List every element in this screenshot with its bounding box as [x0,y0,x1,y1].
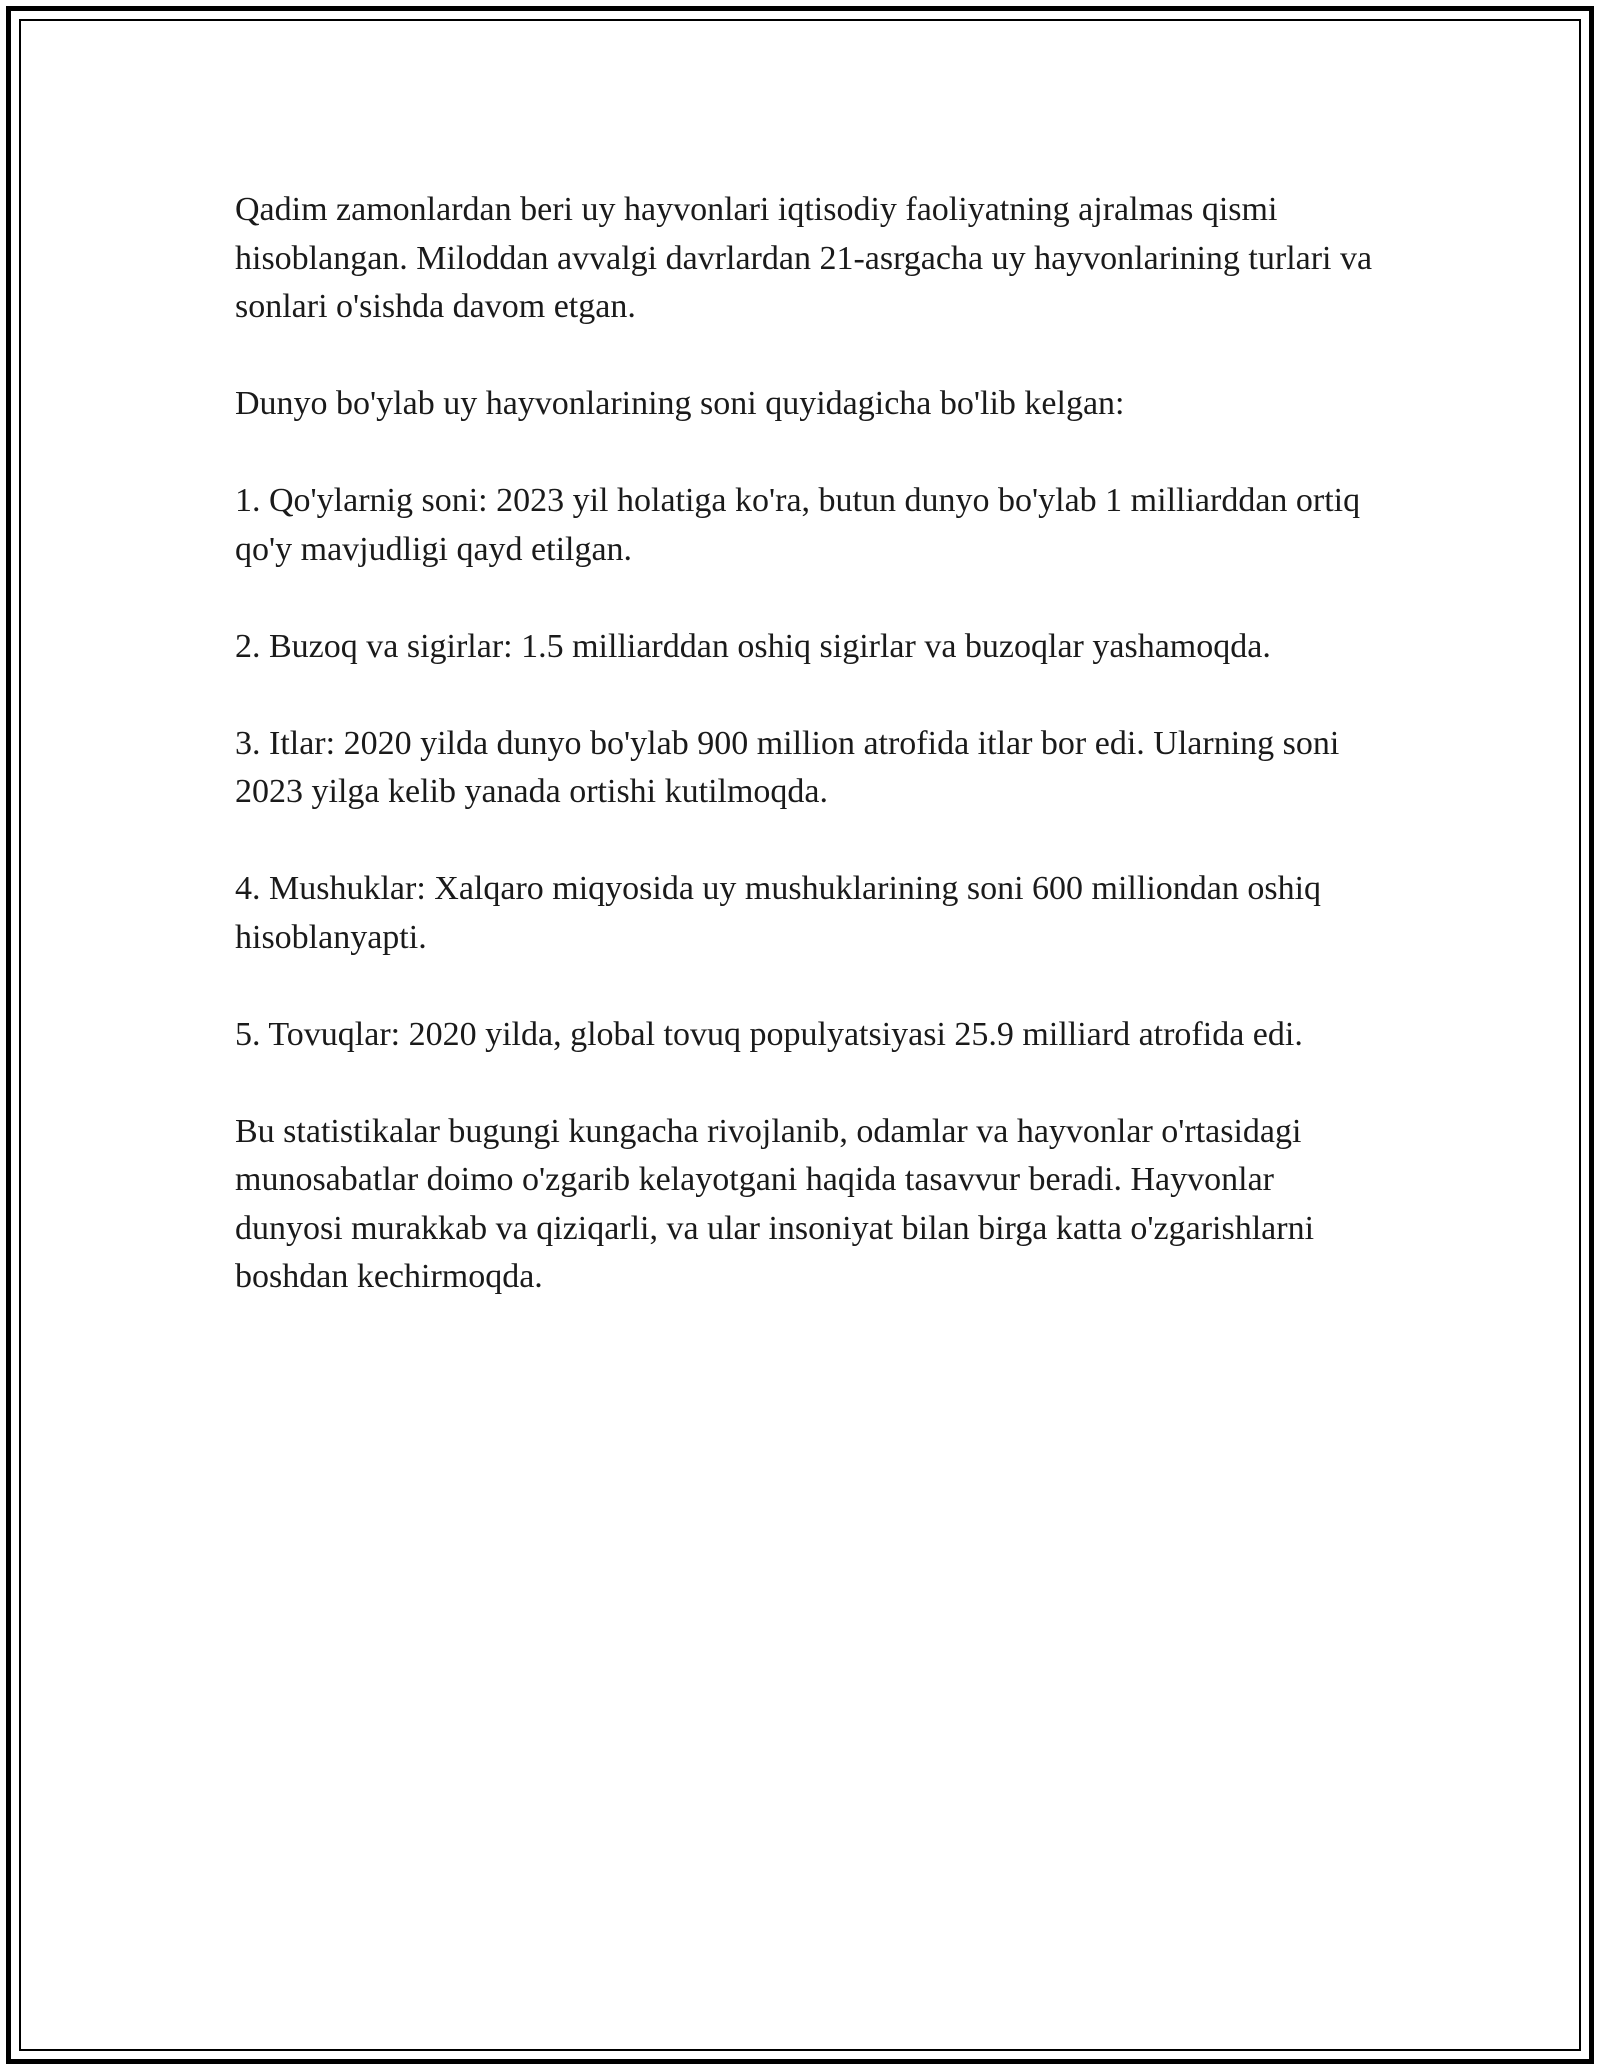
list-item-chickens: 5. Tovuqlar: 2020 yilda, global tovuq populyatsiyasi 25.9 milliard atrofida edi. [235,1015,1303,1053]
list-item-cats: 4. Mushuklar: Xalqaro miqyosida uy mushuklarining soni 600 milliondan oshiq hisoblanyapti. [235,870,1322,956]
list-intro-paragraph: Dunyo bo'ylab uy hayvonlarining soni quyidagicha bo'lib kelgan: [235,385,1125,422]
conclusion-paragraph: Bu statistikalar bugungi kungacha rivojlanib, odamlar va hayvonlar o'rtasidagi munosabatlar doimo o'zgarib kelayotgani haqida tasavvur beradi. Hayvonlar dunyosi murakkab va qiziqarli, va ular insoniyat bilan birga katta o'zgarishlarni boshdan kechirmoqda. [235,1112,1315,1295]
list-item-cattle: 2. Buzoq va sigirlar: 1.5 milliarddan oshiq sigirlar va buzoqlar yashamoqda. [235,627,1271,665]
intro-paragraph: Qadim zamonlardan beri uy hayvonlari iqtisodiy faoliyatning ajralmas qismi hisoblangan. Miloddan avvalgi davrlardan 21-asrgacha uy hayvonlarining turlari va sonlari o'sishda davom etgan. [235,191,1373,325]
document-body [235,186,1375,1350]
list-item-dogs: 3. Itlar: 2020 yilda dunyo bo'ylab 900 million atrofida itlar bor edi. Ularning soni 2023 yilga kelib yanada ortishi kutilmoqda. [235,724,1340,810]
list-item-sheep: 1. Qo'ylarnig soni: 2023 yil holatiga ko'ra, butun dunyo bo'ylab 1 milliarddan ortiq qo'y mavjudligi qayd etilgan. [235,482,1361,568]
